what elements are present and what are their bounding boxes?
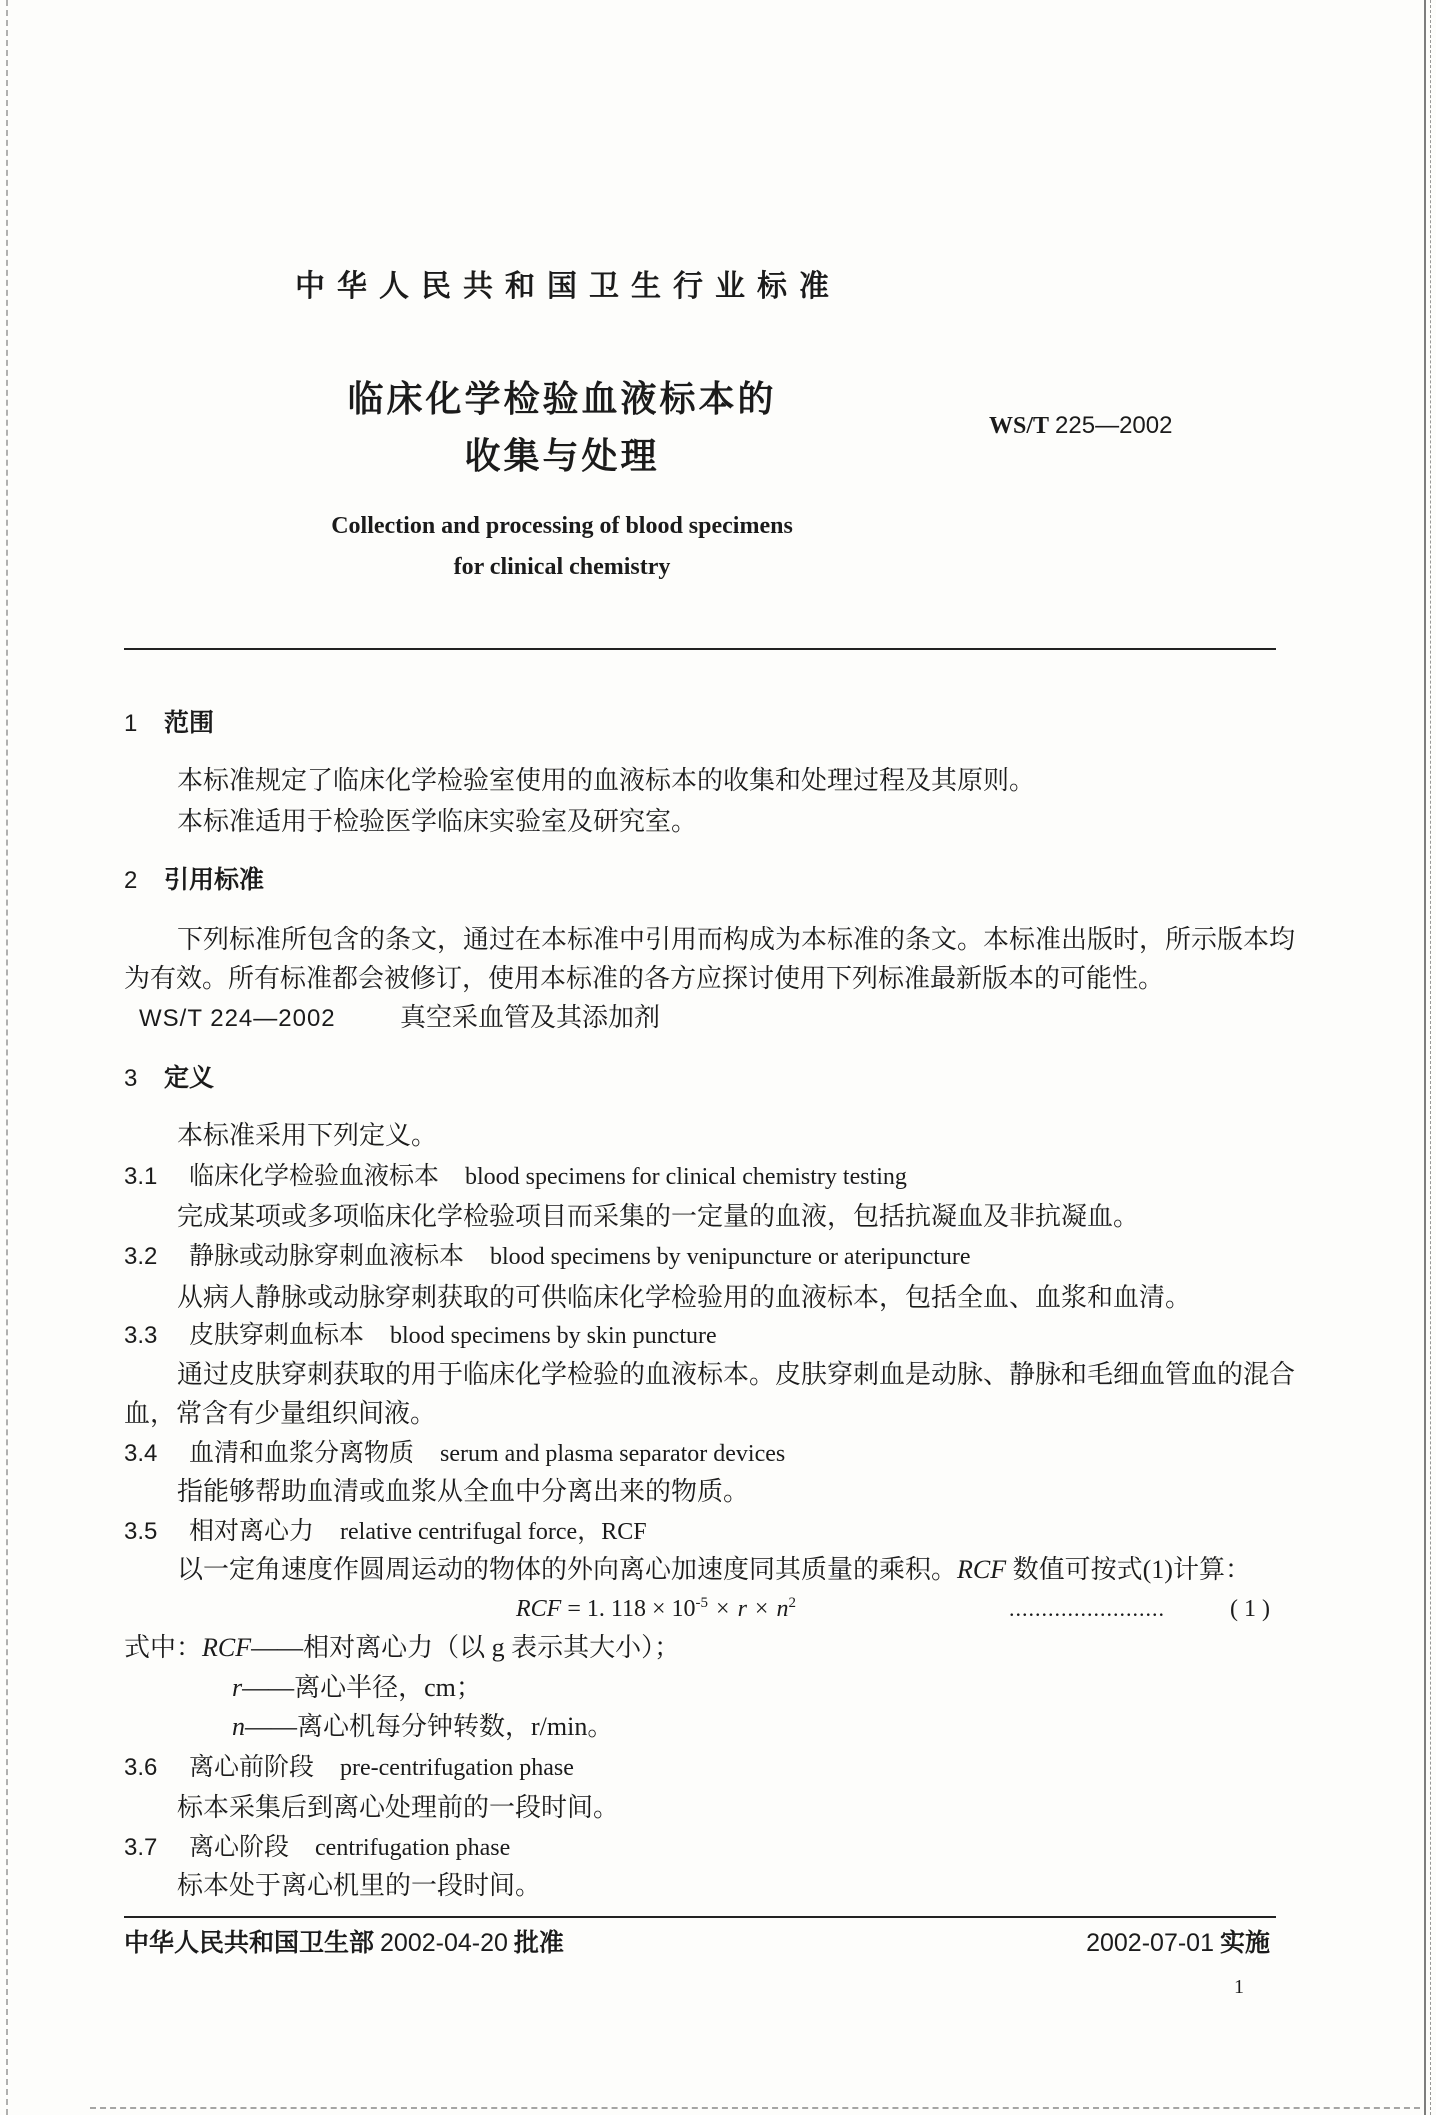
legend-description: ——相对离心力（以 g 表示其大小）； (251, 1633, 681, 1662)
scan-edge-right-inner (1430, 0, 1431, 2115)
term-number: 3.6 (124, 1754, 158, 1781)
term-en: serum and plasma separator devices (440, 1441, 786, 1467)
legend-symbol: r (232, 1673, 243, 1702)
term-definition (177, 1550, 1251, 1590)
term-heading (124, 1236, 971, 1276)
effective-info (1080, 1923, 1270, 1963)
term-en: blood specimens by venipuncture or ateripuncture (490, 1244, 971, 1270)
formula-variable-n: n (776, 1596, 789, 1622)
section-number: 2 (124, 867, 138, 894)
approval-label: 批准 (513, 1929, 564, 1957)
legend-symbol: n (232, 1712, 245, 1741)
effective-date: 2002-07-01 (1086, 1929, 1214, 1957)
effective-label: 实施 (1219, 1929, 1270, 1957)
formula-power: 2 (788, 1595, 796, 1611)
term-heading (124, 1511, 647, 1551)
section-number: 1 (124, 710, 138, 737)
term-heading (124, 1827, 510, 1867)
term-zh: 临床化学检验血液标本 (189, 1162, 440, 1190)
term-zh: 相对离心力 (189, 1517, 315, 1545)
section-heading-definitions (124, 1058, 214, 1098)
term-en: pre-centrifugation phase (340, 1755, 574, 1781)
term-heading (124, 1156, 907, 1196)
term-zh: 离心前阶段 (189, 1753, 315, 1781)
reference-code: WS/T 224—2002 (139, 1005, 336, 1032)
term-definition-text: 以一定角速度作圆周运动的物体的外向离心加速度同其质量的乘积。 (177, 1555, 958, 1584)
formula-lhs: RCF (516, 1596, 562, 1622)
formula-number: ( 1 ) (1230, 1596, 1270, 1622)
reference-title: 真空采血管及其添加剂 (400, 1003, 661, 1032)
formula-coefficient: = 1. 118 × 10 (567, 1596, 696, 1622)
approval-date: 2002-04-20 (380, 1929, 508, 1957)
header-divider (124, 648, 1276, 650)
title-zh-line1: 临床化学检验血液标本的 (347, 378, 777, 419)
standard-code-number: 225—2002 (1055, 412, 1173, 439)
standard-code (989, 410, 1172, 442)
legend-prefix: 式中： (124, 1633, 203, 1662)
term-heading (124, 1315, 717, 1355)
formula-exponent: -5 (695, 1595, 709, 1611)
term-definition: 标本处于离心机里的一段时间。 (177, 1871, 542, 1900)
term-definition: 完成某项或多项临床化学检验项目而采集的一定量的血液，包括抗凝血及非抗凝血。 (177, 1202, 1140, 1231)
term-heading (124, 1433, 785, 1473)
term-number: 3.2 (124, 1243, 158, 1270)
term-number: 3.3 (124, 1322, 158, 1349)
term-definition: 指能够帮助血清或血浆从全血中分离出来的物质。 (177, 1477, 750, 1506)
section-heading-scope (124, 703, 214, 743)
page-number: 1 (1234, 1976, 1244, 1998)
legend-description: ——离心机每分钟转数，r/min。 (245, 1712, 614, 1741)
term-number: 3.7 (124, 1834, 158, 1861)
term-en: relative centrifugal force，RCF (340, 1519, 647, 1545)
references-intro-line: 为有效。所有标准都会被修订，使用本标准的各方应探讨使用下列标准最新版本的可能性。 (124, 964, 1165, 993)
term-zh: 血清和血浆分离物质 (189, 1439, 415, 1467)
formula-operator: × (716, 1596, 730, 1622)
scan-edge-left (6, 0, 8, 2115)
formula-legend-item (232, 1707, 613, 1747)
scan-edge-right (1424, 0, 1426, 2115)
term-number: 3.1 (124, 1163, 158, 1190)
footer-divider (124, 1916, 1276, 1918)
title-en-line2: for clinical chemistry (453, 554, 671, 580)
references-intro-line: 下列标准所包含的条文，通过在本标准中引用而构成为本标准的条文。本标准出版时，所示版本均 (177, 925, 1296, 954)
formula-operator: × (754, 1596, 769, 1622)
standard-code-prefix: WS/T (989, 413, 1050, 439)
term-heading (124, 1747, 574, 1787)
section-number: 3 (124, 1065, 138, 1092)
term-definition: 从病人静脉或动脉穿刺获取的可供临床化学检验用的血液标本，包括全血、血浆和血清。 (177, 1283, 1192, 1312)
approval-org: 中华人民共和国卫生部 (124, 1929, 375, 1957)
term-definition-symbol: RCF (957, 1555, 1007, 1584)
term-definition: 通过皮肤穿刺获取的用于临床化学检验的血液标本。皮肤穿刺血是动脉、静脉和毛细血管血的混合 (177, 1360, 1296, 1389)
scope-paragraph: 本标准规定了临床化学检验室使用的血液标本的收集和处理过程及其原则。 (177, 766, 1036, 795)
section-title: 定义 (164, 1064, 215, 1092)
scope-paragraph: 本标准适用于检验医学临床实验室及研究室。 (177, 807, 698, 836)
scan-edge-bottom (90, 2107, 1420, 2109)
formula-legend-item (124, 1628, 680, 1668)
reference-item (139, 998, 660, 1038)
section-title: 范围 (164, 709, 215, 737)
standard-category-header: 中华人民共和国卫生行业标准 (295, 270, 841, 303)
term-definition: 标本采集后到离心处理前的一段时间。 (177, 1793, 620, 1822)
term-zh: 静脉或动脉穿刺血液标本 (189, 1242, 465, 1270)
formula-legend-item (232, 1668, 482, 1708)
title-zh-line2: 收集与处理 (464, 435, 660, 476)
formula-variable-r: r (737, 1596, 747, 1622)
definitions-intro: 本标准采用下列定义。 (177, 1121, 438, 1150)
term-zh: 离心阶段 (189, 1833, 290, 1861)
formula-leader-dots: ........................ (1009, 1596, 1165, 1621)
term-en: centrifugation phase (315, 1835, 511, 1861)
term-number: 3.4 (124, 1440, 158, 1467)
term-number: 3.5 (124, 1518, 158, 1545)
term-zh: 皮肤穿刺血标本 (189, 1321, 365, 1349)
legend-symbol: RCF (202, 1633, 252, 1662)
section-heading-references (124, 860, 264, 900)
legend-description: ——离心半径，cm； (242, 1673, 482, 1702)
term-definition-text: 数值可按式(1)计算： (1012, 1555, 1251, 1584)
term-en: blood specimens for clinical chemistry testing (465, 1164, 907, 1190)
approval-info (124, 1923, 564, 1963)
section-title: 引用标准 (164, 866, 265, 894)
rcf-formula (516, 1589, 796, 1629)
term-en: blood specimens by skin puncture (390, 1323, 717, 1349)
term-definition: 血，常含有少量组织间液。 (124, 1399, 437, 1428)
title-en-line1: Collection and processing of blood specimens (331, 513, 793, 539)
